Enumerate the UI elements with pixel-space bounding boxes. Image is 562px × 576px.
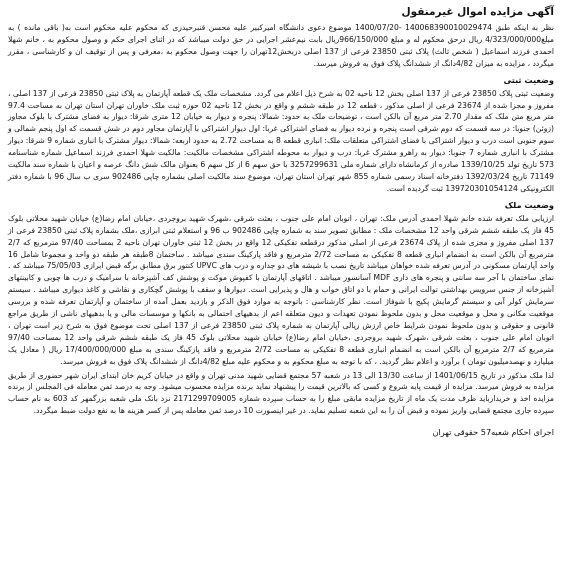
notice-intro-paragraph: نظر به اینکه طبق 140068390010029474 -1400/07/20 موضوع دعوی دانشگاه امیرکبیر علیه محسن قنبرحیدری که محکوم علیه محکوم است به( باقی مانده ) به مبلغ4/323/000/000 ریال درحق محکوم له و مبلغ 966/150/000ریال بابت نیم‌عشر اجرایی در حق دولت میباشد که در اثنای اجرای حکم و وصول محکوم به ، خانم شهلا احمدی فرزند اسماعیل ( شخص ثالث) پلاک ثبتی 23850 فرعی از 137 اصلی دربخش12تهران را جهت وصول محکوم به ،معرفی و پس از توقیف ان و کارشناسی ، مقرر میگردد ، مزایده به میزان 4/82دانگ از ششدانگ پلاک فوق به فروش میرسد. <box>8 23 554 68</box>
property-status-paragraph: ارزیابی ملک تعرفه شده خانم شهلا احمدی آدرس ملک: تهران ، اتوبان امام علی جنوب ، بعثت شرقی ،شهرک شهید بروجردی ،خیابان امام رضا(ع) خیابان شهید محلاتی بلوک 45 فاز یک طبقه ششم شرقی واحد 12 مشخصات ملک : مطابق تصویر سند به شماره چاپی 902486 ب 96 و استعلام ثبتی ابرازی ،ملک بشماره پلاک ثبتی 23850 فرعی از 137 اصلی مفروز و مجزی شده از پلاک 23674 فرعی از اصلی مذکور درقطعه تفکیکی 12 واقع در بخش 12 ثبتی خاوران تهران ناحیه 2 بمساحت 97/40 مترمربع که 2/7 مترمربع آن بالکن است به انضمام انباری قطعه 8 تفکیکی به مساحت 2/72 مترمربع و فاقد پارکینگ سندی میباشد . ساختمان 8طبقه هر طبقه دو واحد و مجموعا شامل 16 واحد آپارتمان مسکونی در آدرس تعرفه شده خواهان میباشد تاریخ نصب با شیشه های دو جداره و درب های UPVC کنتور برق مطابق برگه قبض ابرازی 75/05/03 میباشد که . نمای ساختمان با آجر سه سانتی و پنجره های داری MDF آسانسور میباشد . اتاقهای آپارتمان با کفپوش موکت و پوشش کف آشپزخانه با سرامیک و درب ها چوبی و کابینتهای آشپزخانه از جنس سرویس بهداشتی توالت ایرانی و حمام با دو اتاق خواب و هال و پذیرایی است. دیوارها و سقف با پوشش گچکاری و نقاشی و کاغذ دیواری میباشد . سیستم سرمایش کولر آبی و سیستم گرمایش پکیج با شوفاژ است. نظر کارشناسی : باتوجه به موارد فوق الذکر و بازدید بعمل آمده از ساختمان و آپارتمان تعرفه شده و بررسی موقعیت مکانی و محل و موقعیت محل و بدون ملحوظ نمودن تعهدات و دیون متعلقه اعم از بدهیهای احتمالی به بانکها و موسسات مالی و یا بدهیهای ناشی از طریق مراجع قانونی و حقوقی و بدون ملحوظ نمودن شرایط خاص ارزش ریالی آپارتمان به شماره پلاک ثبتی 23850 فرعی از 137 اصلی تحت موضوع فوق به شرح زیر است تهران ، اتوبان امام علی جنوب ، بعثت شرقی ،شهرک شهید بروجردی ،خیابان امام رضا(ع) خیابان شهید محلاتی بلوک 45 فاز یک طبقه ششم شرقی واحد 12 بمساحت 97/40 مترمربع که 2/7 مترمربع آن بالکن است به انضمام انباری قطعه 8 تفکیکی به مساحت 2/72 مترمربع و فاقد پارکینگ سندی به مبلغ 17/400/000/000 ریال ( معادل یک میلیارد و نهصدمیلیون تومان ) برآورد و اعلام نظر گردید. ، که با توجه به مبلغ محکوم به و محکوم علیه مبلغ 4/82دانگ از ششدانگ پلاک فوق به فروش میرسد. <box>8 213 554 366</box>
registration-status-paragraph: وضعیت ثبتی پلاک 23850 فرعی از 137 اصلی بخش 12 ناحیه 02 به شرح ذیل اعلام می گردد. مشخصات ملک یک قطعه آپارتمان به پلاک ثبتی 23850 فرعی از 137 اصلی ، مفروز و مجزا شده از 23674 فرعی از اصلی مذکور ، قطعه 12 در طبقه ششم و واقع در بخش 12 ناحیه 02 حوزه ثبت ملک خاوران تهران استان تهران به مساحت 97.4 متر مربع متن ملک که مقدار 2.70 متر مربع آن بالکن است ، توضیحات ملک به حدود: شمالا: پنجره و دیوار به خیابان 12 متری شرقا: دیوار به فضای مشترک با بلوک مجاور (زوئن) جنوبا: در سه قسمت که دوم شرقی است پنجره و نرده دیوار به فضای اشتراکی غربا: اول دیوار اشتراکی با آپارتمان مجاور دوم در شش قسمت که اول پنجم شمالی و سوم جنوبی است درب و دیوار اشتراکی با فضای اشتراکی متعلقات ملک: انباری قطعه 8 به مساحت 2.72 به حدود اربعه: شمالا: دیوار مشترک با انباری شماره 9 شرقا: دیوار مشترک با انباری شماره 7 جنوبا: دیوار به راهرو مشترک غربا: درب و دیوار به محوطه اشتراکی مشخصات مالکیت: مالکیت شهلا احمدی فرزند اسماعیل شماره شناسنامه 573 تاریخ تولد 1339/10/25 صادره از کرمانشاه دارای شماره ملی 3257299631 با حق سهم 6 از کل سهم 6 بعنوان مالک شش دانگ عرصه و اعیان با شماره سند مالکیت 71149 تاریخ 1392/03/24 دفترخانه اسناد رسمی شماره 855 شهر تهران استان تهران، موضوع سند مالکیت اصلی بشماره چاپی 902486 سری ب سال 96 با شماره دفتر الکترونیکی 139720301054124 ثبت گردیده است. <box>8 88 555 193</box>
issuer-signature-line: اجرای احکام شعبه57 حقوقی تهران <box>432 427 554 438</box>
registration-status-heading: وضعیت ثبتی <box>503 74 554 85</box>
property-status-heading: وضعیت ملک <box>504 199 554 210</box>
auction-terms-paragraph: لذا ملک مذکور در تاریخ 1401/06/15 از ساعت 13/30 الی 13 در شعبه 57 مجتمع قضایی شهید مدنی تهران و واقع در خیابان کریم خان ابتدای ایران شهر حضوری از طریق مزایده به فروش میرسد. مزایده از قیمت پایه شروع و کسی که بالاترین قیمت را پیشنهاد نماید برنده مزایده محسوب میشود. وجه به درصد ثمن معامله فی المجلس از برنده مزایده اخذ و خریدارباید ظرف مدت یک ماه از تاریخ مزایده مابقی مبلغ را به حساب سپرده شماره 2171299709005 نزد بانک ملی شعبه بزرگمهر کد 603 به نام حساب سپرده جاری مجتمع قضایی واریز نموده و قبض آن را به این شعبه تسلیم نماید. در غیر اینصورت 10 درصد ثمن معامله پس از کسر هزینه ها به نفع دولت ضبط میگردد. <box>8 370 554 416</box>
notice-title: آگهی مزایده اموال غیرمنقول <box>401 6 554 18</box>
